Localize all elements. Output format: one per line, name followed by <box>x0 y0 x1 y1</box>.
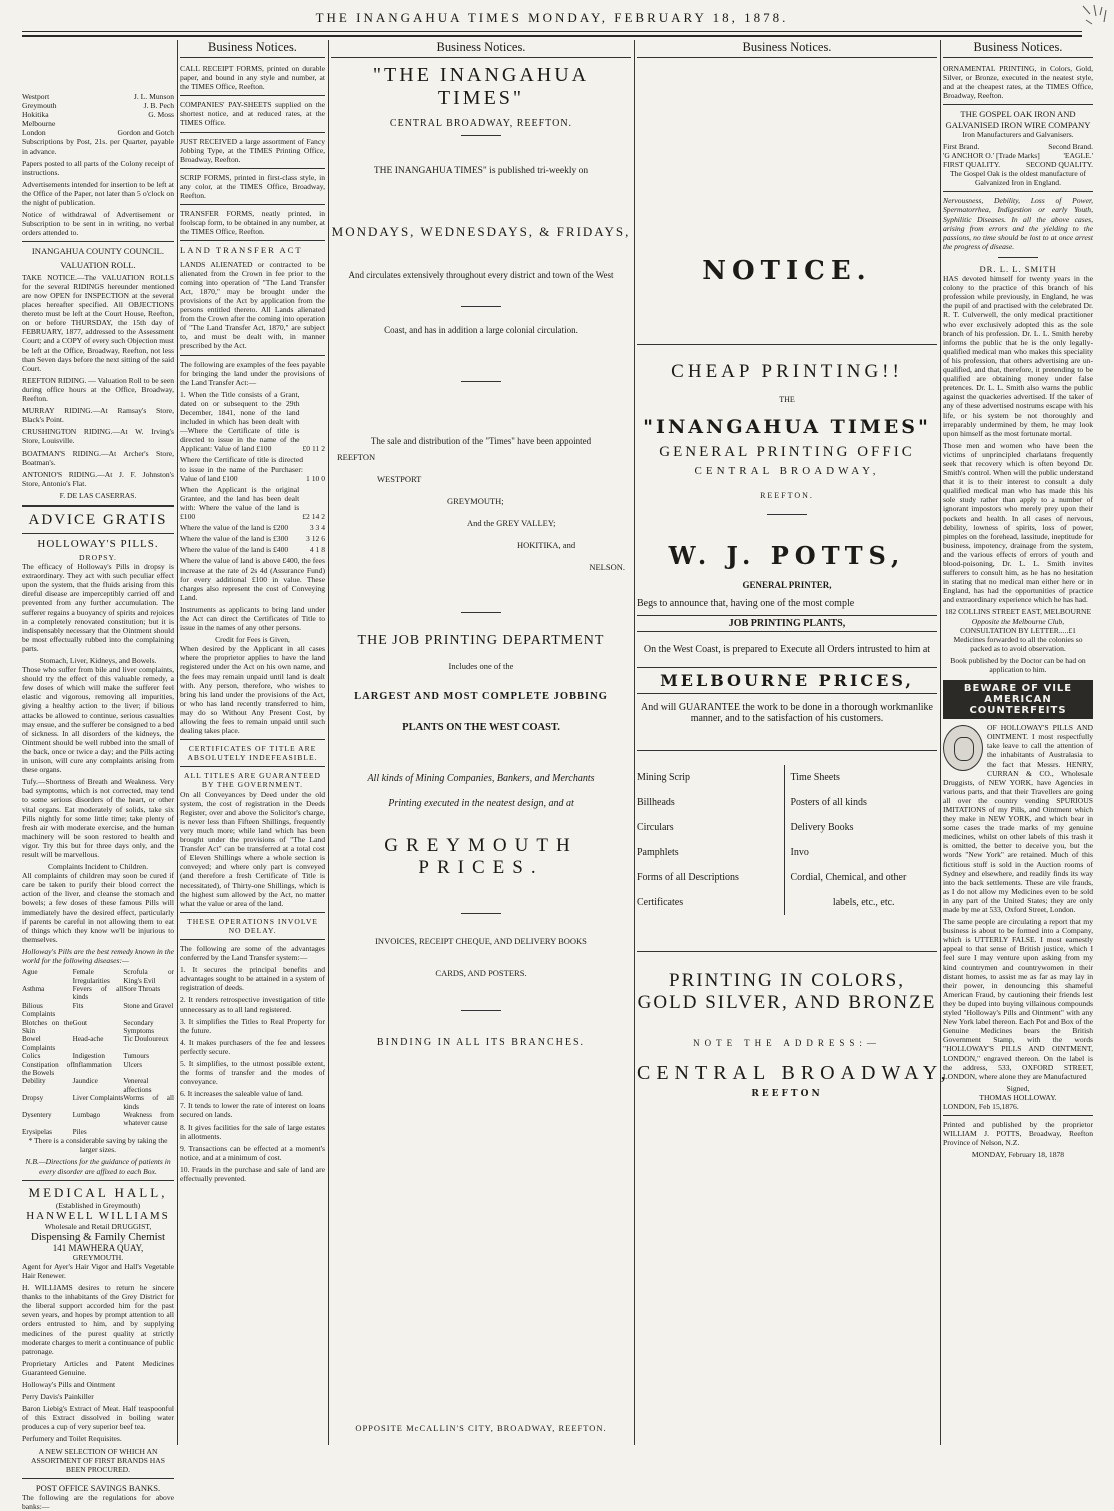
medical-hall-dispensing: Dispensing & Family Chemist <box>30 1230 166 1243</box>
fee-row <box>180 485 325 521</box>
advantage-item: 4. It makes purchasers of the fee and lessees perfectly secure. <box>180 1037 325 1056</box>
valuation-text: TAKE NOTICE.—The VALUATION ROLLS for the several RIDINGS hereunder mentioned are now OPEN for INSPECTION at the several places hereafter specified. All OBJECTIONS thereto must be left at the Court House, Reefton, on or before THURSDAY, the 15th day of FEBRUARY, 1877, addressed to the Assessment Court; and a COPY of every such Objection must be left at the Office, Broadway, Reefton, not less than Seven days before the next sitting of the said Court. <box>22 272 174 373</box>
children-heading: Complaints Incident to Children. <box>48 862 148 872</box>
disease-cell: Erysipelas <box>22 1127 52 1136</box>
fees-intro: The following are examples of the fees payable for bringing the land under the provisions of the Land Transfer Act:— <box>180 359 325 387</box>
reefton-label: REEFTON. <box>760 491 814 500</box>
plants-label: JOB PRINTING PLANTS, <box>637 615 937 632</box>
medical-hall-text: H. WILLIAMS desires to return he sincere thanks to the inhabitants of the Grey District for the liberal support accorded him for the past seven years, and hopes by prompt attention to all orders entrusted to him, and by supplying medicines of the purest quality at strictly moderate charges to merit a continuance of public patronage. <box>22 1283 174 1356</box>
cards-text: CARDS, AND POSTERS. <box>435 968 527 978</box>
plants-text: PLANTS ON THE WEST COAST. <box>402 722 560 733</box>
delay-heading: THESE OPERATIONS INVOLVE NO DELAY. <box>187 916 318 935</box>
melbourne-prices: MELBOURNE PRICES, <box>637 667 937 694</box>
place-item: REEFTON <box>337 452 376 462</box>
times-title: "THE INANGAHUA TIMES" <box>372 64 590 109</box>
dropsy-text: The efficacy of Holloway's Pills in dropsy is extraordinary. They act with such peculiar effect upon the system, that the fluids arising from this direful disease are imperceptibly carried off and prevented from any further accumulation. The sufferer regains a buoyancy of spirits and rejoices in a completely renovated constitution; but it is indispensably necessary that the Ointment should be most effectually rubbed into the complaining parts. <box>22 562 174 653</box>
disease-cell: Debility <box>22 1077 46 1086</box>
credit-heading: Credit for Fees is Given, <box>215 635 290 645</box>
disease-cell: Fits <box>72 1001 84 1010</box>
disease-cell: Sore Throats <box>123 984 161 993</box>
medical-hall-heading: MEDICAL HALL, <box>28 1184 168 1200</box>
masthead-title: THE INANGAHUA TIMES MONDAY, FEBRUARY 18, 1878. <box>315 10 789 25</box>
printed-date: MONDAY, February 18, 1878 <box>971 1150 1065 1160</box>
fee-row <box>180 545 325 554</box>
savings-text: The following are the regulations for above banks:— <box>22 1493 174 1511</box>
disease-cell: Bowel Complaints <box>22 1035 56 1052</box>
printing-item: Time Sheets <box>790 772 840 783</box>
printing-items-left <box>637 765 785 915</box>
stomach-text: Those who suffer from bile and liver complaints, should try the effect of this valuable remedy, a few doses of which will make the sufferer feel elastic and vigorous, removing all impurities, giving a healthy action to the liver; if bilious attacks be allowed to continue, serious casualties may ensue, and the sufferer be consigned to a bed of sickness. In all disorders of the kidneys, the Ointment should be well rubbed into the small of the back, once or twice a day; and the Pills acting in unison, will cure any complaints arising from these organs. <box>22 665 174 775</box>
valuation-signature: F. DE LAS CASERRAS. <box>59 490 137 500</box>
printing-item: Invo <box>790 847 809 858</box>
place-item: And the GREY VALLEY; <box>467 518 556 528</box>
masthead-rule <box>22 35 1082 37</box>
land-transfer-heading: LAND TRANSFER ACT <box>180 245 303 256</box>
fee-amount: 4 1 8 <box>309 545 325 555</box>
reefton-footer: REEFTON <box>751 1089 823 1099</box>
column-header: Business Notices. <box>331 40 631 58</box>
disease-cell: Bilious Complaints <box>22 1001 56 1019</box>
advantage-item: 3. It simplifies the Titles to Real Property for the future. <box>180 1016 325 1035</box>
column-1 <box>22 40 175 1511</box>
medical-hall-trade: Wholesale and Retail DRUGGIST, <box>44 1221 152 1231</box>
printing-items <box>637 765 937 915</box>
medical-hall-agent: Agent for Ayer's Hair Vigor and Hall's Vegetable Hair Renewer. <box>22 1261 174 1280</box>
invoices-text: INVOICES, RECEIPT CHEQUE, AND DELIVERY BOOKS <box>375 936 587 946</box>
companies-ad: COMPANIES' PAY-SHEETS supplied on the shortest notice, and at reduced rates, at the TIMES Office. <box>180 100 325 128</box>
column-2 <box>180 40 325 1445</box>
tufy-text: Tufy.—Shortness of Breath and Weakness. Very bad symptoms, which is not corrected, may tend to some serious disorders of the heart, or other vital organs. Eat moderately of solids, take six Pills nightly for some little time; take plenty of fresh air with moderate exercise, and the human machinery will be soon restored to health and vigor. Try this but for three days only, and the result will be marvellous. <box>22 777 174 859</box>
disease-cell: Asthma <box>22 984 45 993</box>
agents-list <box>22 92 174 137</box>
column-divider <box>940 40 941 1445</box>
cheap-printing-heading: CHEAP PRINTING!! <box>671 361 903 382</box>
agent-row: Greymouth J. B. Pech <box>22 101 174 111</box>
place-item: HOKITIKA, and <box>517 540 576 550</box>
consult-address: 182 COLLINS STREET EAST, MELBOURNE <box>944 607 1092 617</box>
printing-item: Circulars <box>637 822 674 833</box>
medical-hall-item: Perfumery and Toilet Requisites. <box>22 1434 122 1444</box>
disease-row <box>22 968 174 985</box>
advice-heading: ADVICE GRATIS <box>28 511 168 528</box>
coast-text: Coast, and has in addition a large colonial circulation. <box>384 325 578 335</box>
agent-row: Melbourne <box>22 119 56 129</box>
children-text: All complaints of children may soon be cured if care be taken to purify their blood correct the action of the liver, and cleanse the stomach and bowels; a few doses of these famous Pills will immediately have the desired effect, particularly if parents be careful in not allowing them to eat of things which they know we'll be injurious to themselves. <box>22 871 174 944</box>
disease-cell: Head-ache <box>72 1035 104 1044</box>
colors-heading: PRINTING IN COLORS, GOLD SILVER, AND BRONZE <box>637 970 937 1013</box>
diseases-table <box>22 968 174 1136</box>
fee-label: Where the Certificate of title is directed to issue in the name of the Purchaser: Value of land £100 <box>180 455 304 483</box>
nervousness-text: Nervousness, Debility, Loss of Power, Spermatorrhea, Indigestion or early Youth, Syphilitic Diseases. In all the above cases, arising from errors and the yielding to the passions, no time should be lost to at once arrest the progress of disease. <box>943 196 1093 251</box>
medical-hall-address: 141 MAWHERA QUAY, <box>52 1242 144 1253</box>
printing-items-right <box>785 765 938 915</box>
disease-cell: Ague <box>22 968 38 977</box>
disease-cell: Colics <box>22 1052 41 1061</box>
medical-hall-item: Holloway's Pills and Ointment <box>22 1380 116 1389</box>
smith-heading: DR. L. L. SMITH <box>979 263 1057 274</box>
advantages-intro: The following are some of the advantages conferred by the Land Transfer system:— <box>180 943 325 963</box>
fee-amount: 3 12 6 <box>306 534 325 544</box>
disease-cell: Jaundice <box>72 1077 98 1086</box>
job-dept-sub: Includes one of the <box>448 661 514 671</box>
disease-cell: Blotches on the Skin <box>22 1018 73 1035</box>
brands-table <box>943 142 1093 169</box>
disease-cell: Scrofula or King's Evil <box>123 968 174 985</box>
disease-cell: Liver Complaints <box>72 1094 124 1103</box>
published-text: THE INANGAHUA TIMES" is published tri-weekly on <box>373 166 589 176</box>
advantage-item: 8. It gives facilities for the sale of large estates in allotments. <box>180 1122 325 1141</box>
instruments-text: Instruments as applicants to bring land under the Act can direct the Certificates of Title to issue in the names of any other persons. <box>180 604 325 633</box>
fee-row <box>180 390 325 454</box>
holloway-heading: HOLLOWAY'S PILLS. <box>37 537 159 550</box>
disease-cell: Dropsy <box>22 1094 44 1103</box>
credit-text: When desired by the Applicant in all cases where the proprietor applies to have the land registered under the Act on his own name, and the fees may remain unpaid until land is dealt with. Any person, therefore, who wishes to bring his land under the provisions of the Act, or who has land recently transferred to him, may do so Without Any Present Cost, by allowing the fees to remain unpaid until such dealing takes place. <box>180 644 325 736</box>
disease-row <box>22 1128 174 1136</box>
withdrawal-text: Notice of withdrawal of Advertisement or Subscription to be sent in in writing, no verbal orders attended to. <box>22 210 174 238</box>
consult-opposite: Opposite the Melbourne Club, <box>971 616 1065 626</box>
advantage-item: 7. It tends to lower the rate of interest on loans secured on lands. <box>180 1101 325 1120</box>
times-heading: "INANGAHUA TIMES" <box>643 416 931 438</box>
holloway-seal-icon <box>943 725 983 771</box>
smith-more: Those men and women who have been the victims of unprincipled charlatans frequently seek that recovery which is often beyond Dr. Smith's control. When will the public understand that it is to their interest to consult a duly qualified medical man who has made this his sole study rather than apply to a number of ignorant impostors who merely prey upon their pockets and health. In all cases of nervous, debility, lowness of spirits, loss of power, pimples on the forehead, lassitude, ineptitude for business, impotency, drainage from the system, and the various effects of errors of youth and blood-poisoning, Dr. L. L. Smith invites sufferers to consult him, as he has no hesitation in stating that no medical man either here or in England, has had the opportunities of practice and extraordinary experience which he has had. <box>943 440 1093 605</box>
transfer-forms-ad: TRANSFER FORMS, neatly printed, in foolscap form, to be obtained in any number, at the TIMES Office, Reefton. <box>180 209 325 237</box>
disease-cell: Tumours <box>123 1052 150 1061</box>
disease-row <box>22 1061 174 1078</box>
smith-text: HAS devoted himself for twenty years in the colony to the practice of this branch of his profession while previously, in England, he was the pupil of and practised with the celebrated Dr. R. T. Culverwell, the only medical practitioner who ever exclusively adopted this as the sole branch of his profession. Dr. L. L. Smith hereby informs the public that he is the only legally-qualified medical man who makes this speciality of his profession, that others advertising are un-qualified, and that, therefore, it pretending to be qualified are obtaining money under false pretences. Dr. L. L. Smith also warns the public against the quackeries advertised. If the taker of any of these advertised nostrums escape with his life, or his system be not thoroughly and irreparably undermined by them, he may look upon himself as the most fortunate mortal. <box>943 274 1093 438</box>
riding-item: ANTONIO'S RIDING.—At J. F. Johnston's Store, Antonio's Flat. <box>22 469 174 488</box>
largest-text: LARGEST AND MOST COMPLETE JOBBING <box>354 691 608 702</box>
fee-row <box>180 534 325 543</box>
brand-row: 'G ANCHOR O.' [Trade Marks] 'EAGLE.' <box>943 150 1093 160</box>
medical-hall-name: HANWELL WILLIAMS <box>26 1209 170 1222</box>
potts-heading: W. J. POTTS, <box>668 541 906 570</box>
column-divider <box>328 40 329 1445</box>
brand-row: FIRST QUALITY. SECOND QUALITY. <box>943 160 1093 170</box>
printing-item: Mining Scrip <box>637 772 691 783</box>
place-item: GREYMOUTH; <box>447 496 504 506</box>
the-label: THE <box>779 395 795 404</box>
printing-item: Delivery Books <box>790 822 854 833</box>
papers-text: Papers posted to all parts of the Colony receipt of instructions. <box>22 158 174 177</box>
certificates-heading: CERTIFICATES OF TITLE ARE ABSOLUTELY INDEFEASIBLE. <box>187 744 318 763</box>
disease-cell: Dysentery <box>22 1111 52 1119</box>
gospel-note: The Gospel Oak is the oldest manufacture of Galvanized Iron in England. <box>949 169 1086 188</box>
fees-list <box>180 390 325 555</box>
disease-row <box>22 1094 174 1111</box>
printing-item: Forms of all Descriptions <box>637 872 739 883</box>
disease-cell: Worms of all kinds <box>123 1094 174 1111</box>
general-printing-heading: GENERAL PRINTING OFFIC <box>659 444 915 460</box>
disease-cell: Piles <box>72 1127 87 1136</box>
disease-cell: Indigestion <box>72 1052 105 1061</box>
broadway-heading: CENTRAL BROADWAY, <box>694 465 880 477</box>
greymouth-prices: GREYMOUTH PRICES. <box>384 835 578 878</box>
column-5 <box>943 40 1093 1445</box>
saving-note: * There is a considerable saving by taking the larger sizes. <box>28 1136 168 1155</box>
printer-label: GENERAL PRINTER, <box>742 580 832 590</box>
fee-label: 1. When the Title consists of a Grant, dated on or subsequent to the 29th December, 1841, none of the land included in which has been dealt with—Where the Certificate of title is directed to issue in the name of the Applicant: Value of land £100 <box>180 389 300 454</box>
publication-days: MONDAYS, WEDNESDAYS, & FRIDAYS, <box>331 224 631 239</box>
medical-hall-item: A NEW SELECTION OF WHICH AN ASSORTMENT OF FIRST BRANDS HAS BEEN PROCURED. <box>31 1446 165 1474</box>
fee-row <box>180 523 325 532</box>
medical-hall-town: GREYMOUTH. <box>72 1252 124 1262</box>
begs-text: Begs to announce that, having one of the most comple <box>637 598 855 609</box>
column-divider <box>634 40 635 1445</box>
west-coast-text: On the West Coast, is prepared to Execute all Orders intrusted to him at <box>643 644 931 655</box>
ornamental-ad: ORNAMENTAL PRINTING, in Colors, Gold, Silver, or Bronze, executed in the neatest style, and at the cheapest rates, at the TIMES Office, Broadway, Reefton. <box>943 64 1093 101</box>
column-divider <box>177 40 178 1445</box>
fee-label: Where the value of the land is £300 <box>180 534 289 544</box>
column-header: Business Notices. <box>180 40 325 58</box>
riding-item: CRUSHINGTON RIDING.—At W. Irving's Store, Louisville. <box>22 427 174 446</box>
medical-hall-item: Baron Liebig's Extract of Meat. Half teaspoonful of this Extract dissolved in boiling water produces a cup of very superior beef tea. <box>22 1404 174 1432</box>
circulation-text: And circulates extensively throughout every district and town of the West <box>348 270 614 280</box>
place-item: NELSON. <box>589 562 625 572</box>
fee-label: Where the value of the land is £200 <box>180 523 289 533</box>
fee-amount: 1 10 0 <box>306 473 325 483</box>
holloway-date: LONDON, Feb 15,1876. <box>943 1101 1019 1111</box>
job-dept-heading: THE JOB PRINTING DEPARTMENT <box>357 633 605 648</box>
medical-hall-sub: (Established in Greymouth) <box>55 1200 141 1210</box>
binding-text: BINDING IN ALL ITS BRANCHES. <box>376 1037 586 1048</box>
column-4 <box>637 40 952 1445</box>
fee-label: When the Applicant is the original Grantee, and the land has been dealt with: Where the value of the land is £100 <box>180 484 300 522</box>
disease-row <box>22 1002 174 1019</box>
disease-row <box>22 1077 174 1094</box>
disease-cell: Inflammation <box>72 1060 112 1069</box>
disease-cell: Stone and Gravel <box>123 1001 174 1010</box>
signed-label: Signed, <box>1006 1083 1030 1093</box>
printing-item: Certificates <box>637 897 684 908</box>
disease-cell: Venereal affections <box>123 1077 152 1094</box>
all-kinds-text: All kinds of Mining Companies, Bankers, and Merchants <box>367 773 595 784</box>
directions-note: N.B.—Directions for the guidance of patients in every disorder are affixed to each Box. <box>25 1157 171 1176</box>
fee-label: Where the value of the land is £400 <box>180 545 289 555</box>
advantage-item: 6. It increases the saleable value of land. <box>180 1089 303 1099</box>
consult-fee: CONSULTATION BY LETTER.....£1 <box>960 625 1076 635</box>
disease-cell: Weakness from whatever cause <box>123 1111 174 1128</box>
valuation-heading: VALUATION ROLL. <box>60 259 136 270</box>
savings-heading: POST OFFICE SAVINGS BANKS. <box>35 1482 161 1493</box>
advantage-item: 9. Transactions can be effected at a moment's notice, and at a minimum of cost. <box>180 1143 325 1162</box>
medical-hall-item: Proprietary Articles and Patent Medicines Guaranteed Genuine. <box>22 1358 174 1377</box>
note-address: NOTE THE ADDRESS:— <box>693 1038 881 1048</box>
brand-row: First Brand. Second Brand. <box>943 141 1093 151</box>
disease-cell: Female Irregularities <box>72 968 110 985</box>
advertisements-text: Advertisements intended for insertion to be left at the Office of the Paper, not later than 5 o'clock on the night of publication. <box>22 179 174 208</box>
guaranteed-text: On all Conveyances by Deed under the old system, the cost of registration in the Deeds Register, over and above the Solicitor's charge, is never less than Fifteen Shillings, frequently very much more; while land which has been brought under the provisions of "The Land Transfer Act" can be transferred at a total cost of Eleven Shillings where a whole section is conveyed; and where only part is conveyed (and therefore a fresh Certificate of Title is necessitated), of Thirty-one Shillings, which is the highest sum allowed by the Act, no matter what the value or area of the land. <box>180 789 325 908</box>
disease-cell: Tic Douloureux <box>123 1035 169 1044</box>
disease-cell: Gout <box>72 1018 88 1027</box>
column-3 <box>331 40 631 1445</box>
place-item: WESTPORT <box>377 474 422 484</box>
disease-cell <box>123 1128 174 1136</box>
riding-item: MURRAY RIDING.—At Ramsay's Store, Black's Point. <box>22 406 174 425</box>
subscriptions-text: Subscriptions by Post, 21s. per Quarter, payable in advance. <box>22 137 174 156</box>
fee-amount: £0 11 2 <box>302 444 325 454</box>
riding-item: BOATMAN'S RIDING.—At Archer's Store, Boatman's. <box>22 448 174 467</box>
advantage-item: 5. It simplifies, to the utmost possible extent, the forms of transfer and the modes of conveyance. <box>180 1059 325 1087</box>
fee-amount: 3 3 4 <box>309 523 325 533</box>
fees-note: Where the value of land is above £400, the fees increase at the rate of 2s 4d (Assurance Fund) for every additional £100 in value. These charges also represent the cost of Conveying Land. <box>180 556 325 602</box>
advantage-item: 10. Frauds in the purchase and sale of land are effectually prevented. <box>180 1164 325 1184</box>
central-broadway: CENTRAL BROADWAY, <box>637 1062 952 1084</box>
disease-row <box>22 1019 174 1036</box>
disease-cell: Constipation of the Bowels <box>22 1060 73 1077</box>
scrip-forms-ad: SCRIP FORMS, printed in first-class style, in any color, at the TIMES Office, Broadway, Reefton. <box>180 172 325 201</box>
times-address: CENTRAL BROADWAY, REEFTON. <box>389 118 573 129</box>
agents-intro: The sale and distribution of the "Times" have been appointed <box>370 436 592 446</box>
printing-item: Pamphlets <box>637 847 679 858</box>
disease-row <box>22 1052 174 1060</box>
disease-cell: Secondary Symptoms <box>123 1018 155 1035</box>
disease-cell: Lumbago <box>72 1111 101 1119</box>
gospel-heading: THE GOSPEL OAK IRON AND GALVANISED IRON WIRE COMPANY <box>945 109 1091 130</box>
column-header: Business Notices. <box>943 40 1093 58</box>
council-heading: INANGAHUA COUNTY COUNCIL. <box>31 246 165 257</box>
disease-cell: Fevers of all kinds <box>72 984 124 1002</box>
disease-row <box>22 985 174 1002</box>
masthead <box>22 10 1082 32</box>
riding-item: REEFTON RIDING. — Valuation Roll to be seen during office hours at the Office, Broadway, Reefton. <box>22 375 175 404</box>
guaranteed-heading: ALL TITLES ARE GUARANTEED BY THE GOVERNMENT. <box>184 771 321 790</box>
beware-banner <box>943 680 1093 719</box>
agent-row: Westport J. L. Munson <box>22 92 174 101</box>
gospel-sub: Iron Manufacturers and Galvanisers. <box>962 129 1074 139</box>
disease-cell: Ulcers <box>123 1060 143 1069</box>
beware-line: AMERICAN COUNTERFEITS <box>969 694 1067 717</box>
agent-row: Hokitika G. Moss <box>22 110 174 120</box>
printed-by: Printed and published by the proprietor WILLIAM J. POTTS, Broadway, Reefton Province of Nelson, N.Z. <box>943 1120 1093 1148</box>
medicines-text: Medicines forwarded to all the colonies so packed as to avoid observation. <box>953 634 1083 653</box>
disease-row <box>22 1035 174 1052</box>
receipt-forms-ad: CALL RECEIPT FORMS, printed on durable paper, and bound in any style and number, at the TIMES Office, Reefton. <box>180 64 325 92</box>
printing-item: labels, etc., etc. <box>832 897 895 908</box>
corner-mark-icon <box>1080 2 1110 28</box>
printing-item: Billheads <box>637 797 675 808</box>
diseases-intro: Holloway's Pills are the best remedy known in the world for the following diseases:— <box>22 946 174 965</box>
column-header: Business Notices. <box>637 40 937 58</box>
type-received-ad: JUST RECEIVED a large assortment of Fancy Jobbing Type, at the TIMES Printing Office, Broadway, Reefton. <box>180 136 325 164</box>
holloway-signature: THOMAS HOLLOWAY. <box>979 1092 1057 1102</box>
agent-row: London Gordon and Gotch <box>22 128 174 138</box>
land-transfer-text: LANDS ALIENATED or contracted to be alienated from the Crown in fee prior to the coming into operation of "The Land Transfer Act, 1870," may be brought under the provisions of the Act by application from the persons entitled thereto. All Lands alienated from the Crown after the coming into operation of "The Land Transfer Act, 1870," are subject to, and must be dealt with, in manner prescribed by the Act. <box>180 259 325 351</box>
book-text: Book published by the Doctor can be had on application to him. <box>950 655 1086 675</box>
printing-item: Cordial, Chemical, and other <box>790 872 907 883</box>
notice-heading: NOTICE. <box>702 256 872 286</box>
printing-executed-text: Printing executed in the neatest design, and at <box>388 798 574 809</box>
advantage-item: 1. It secures the principal benefits and advantages sought to be attained in a system of registration of deeds. <box>180 965 325 993</box>
printing-item: Posters of all kinds <box>790 797 867 808</box>
beware-more: The same people are circulating a report that my business is about to be formed into a Company, which is UTTERLY FALSE. I most earnestly appeal to that sense of British justice, which I feel sure I may venture upon asking from my kind countrymen and countrywomen in their distant homes, to assist me as far as may lay in their power, in denouncing this shameful American Fraud, by cautioning their friends lest they be duped into buying villainous compounds styled "Holloway's Pills and Ointment" with any New York label thereon. Each Pot and Box of the Genuine Medicines bears the British Government Stamp, with the words "HOLLOWAY'S PILLS AND OINTMENT, LONDON," engraved thereon. On the label is the address, 533, OXFORD STREET, LONDON, where alone they are Manufactured <box>943 917 1093 1081</box>
advantage-item: 2. It renders retrospective investigation of title unnecessary as to all land registered. <box>180 995 325 1014</box>
beware-text: OF HOLLOWAY'S PILLS AND OINTMENT. I most respectfully take leave to call the attention of the inhabitants of Australasia to the fact that Messrs. HENRY, CURRAN & CO., Wholesale Druggists, of NEW YORK, have Agencies in various parts, and that their Travellers are going all over the country vending SPURIOUS IMITATIONS of my Pills, and Ointment which they make in NEW YORK, and which bear in some cases the trade marks of my genuine medicines, whilst on other labels of this trash it is omitted, the better to deceive you, but the words "New York" are retained. Much of this fictitious stuff is sold in the Auction rooms of Sydney and elsewhere, and readily finds its way into the back settlements. These are vile frauds, as I do not allow my Medicines even to be sold in any part of the United States; they are only made by me at 533, Oxford Street, London. <box>943 723 1093 915</box>
disease-row <box>22 1111 174 1128</box>
fee-row <box>180 455 325 482</box>
opposite-text: OPPOSITE McCALLIN'S CITY, BROADWAY, REEFTON. <box>355 1423 607 1433</box>
medical-hall-item: Perry Davis's Painkiller <box>22 1392 94 1402</box>
guarantee-text: And will GUARANTEE the work to be done in a thorough workmanlike manner, and to the satisfaction of his customers. <box>641 702 933 724</box>
distribution-places <box>331 446 631 578</box>
fee-amount: £2 14 2 <box>302 512 325 522</box>
dropsy-heading: DROPSY. <box>79 552 117 562</box>
stomach-heading: Stomach, Liver, Kidneys, and Bowels. <box>39 656 157 665</box>
beware-line: BEWARE OF VILE <box>963 683 1073 695</box>
